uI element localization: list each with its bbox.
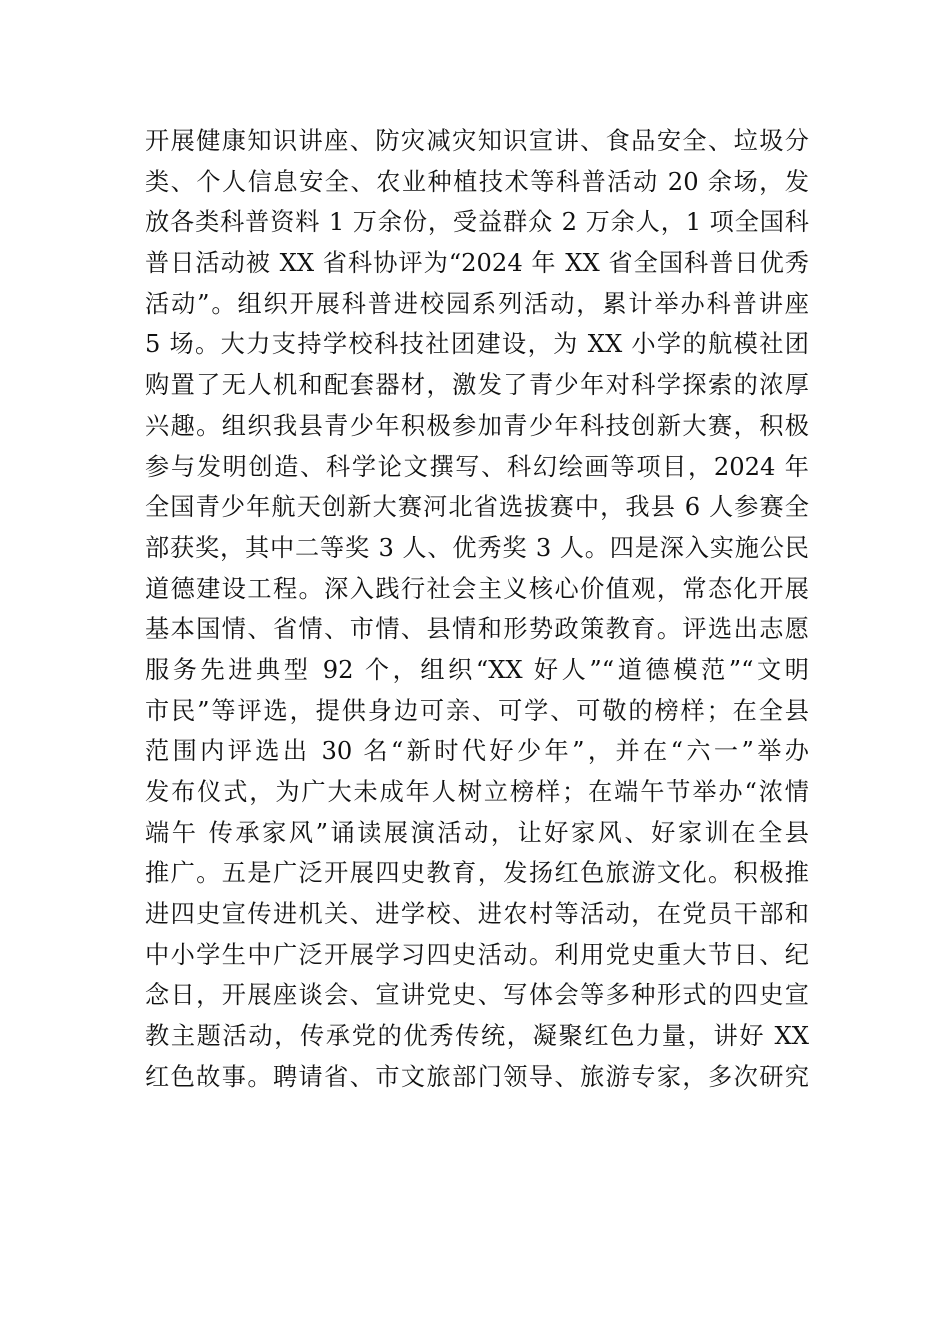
text-line: 红色故事。聘请省、市文旅部门领导、旅游专家，多次研究 <box>145 1062 809 1091</box>
text-line: 类、个人信息安全、农业种植技术等科普活动 20 余场，发 <box>145 167 809 196</box>
text-line: 发布仪式，为广大未成年人树立榜样；在端午节举办“浓情 <box>145 778 809 806</box>
text-line: 活动”。组织开展科普进校园系列活动，累计举办科普讲座 <box>145 289 809 318</box>
text-line: 兴趣。组织我县青少年积极参加青少年科技创新大赛，积极 <box>145 411 809 440</box>
text-line: 5 场。大力支持学校科技社团建设，为 XX 小学的航模社团 <box>145 330 809 359</box>
text-line: 念日，开展座谈会、宣讲党史、写体会等多种形式的四史宣 <box>145 981 809 1010</box>
text-line: 全国青少年航天创新大赛河北省选拔赛中，我县 6 人参赛全 <box>145 493 809 522</box>
text-line: 市民”等评选，提供身边可亲、可学、可敬的榜样；在全县 <box>145 696 809 725</box>
text-line: 中小学生中广泛开展学习四史活动。利用党史重大节日、纪 <box>145 940 809 969</box>
text-line: 部获奖，其中二等奖 3 人、优秀奖 3 人。四是深入实施公民 <box>145 533 809 562</box>
text-line: 参与发明创造、科学论文撰写、科幻绘画等项目，2024 年 <box>145 452 809 481</box>
text-line: 道德建设工程。深入践行社会主义核心价值观，常态化开展 <box>145 574 809 603</box>
body-text <box>145 121 809 1098</box>
text-line: 基本国情、省情、市情、县情和形势政策教育。评选出志愿 <box>145 615 809 644</box>
text-line: 购置了无人机和配套器材，激发了青少年对科学探索的浓厚 <box>145 371 809 400</box>
text-line: 服务先进典型 92 个，组织“XX 好人”“道德模范”“文明 <box>145 655 809 684</box>
text-line: 教主题活动，传承党的优秀传统，凝聚红色力量，讲好 XX <box>145 1022 809 1051</box>
text-line: 开展健康知识讲座、防灾减灾知识宣讲、食品安全、垃圾分 <box>145 127 809 155</box>
text-line: 普日活动被 XX 省科协评为“2024 年 XX 省全国科普日优秀 <box>145 249 809 278</box>
text-line: 推广。五是广泛开展四史教育，发扬红色旅游文化。积极推 <box>145 859 809 888</box>
text-line: 放各类科普资料 1 万余份，受益群众 2 万余人，1 项全国科 <box>145 208 809 237</box>
text-line: 端午 传承家风”诵读展演活动，让好家风、好家训在全县 <box>145 818 809 847</box>
text-line: 进四史宣传进机关、进学校、进农村等活动，在党员干部和 <box>145 900 809 929</box>
text-line: 范围内评选出 30 名“新时代好少年”，并在“六一”举办 <box>145 737 809 766</box>
